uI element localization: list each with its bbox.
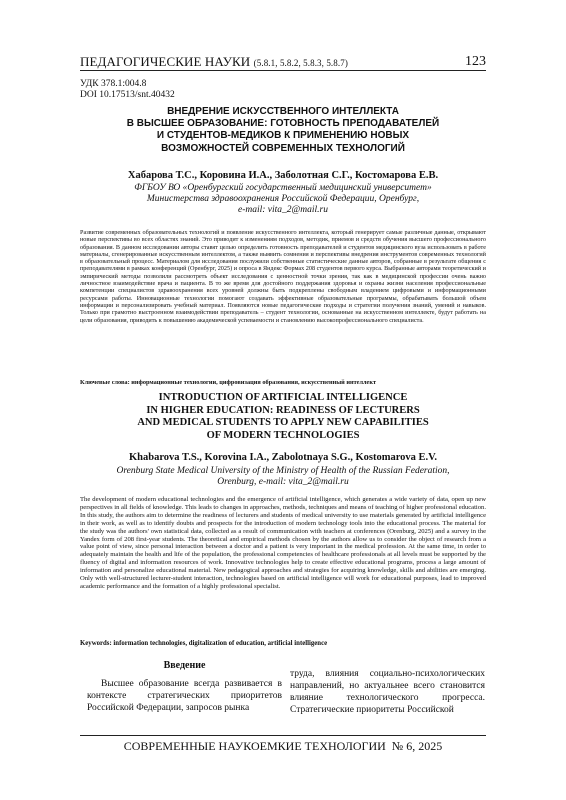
title-ru: [80, 106, 486, 155]
abstract-en: The development of modern educational technologies and the emergence of artificial intelligence, which generates a wide variety of data, open up new perspectives in all fields of knowledge. This leads to changes in approaches, methods, techniques and means of teaching of higher professional education. In this study, the authors aim to determine the readiness of lecturers and students of medical university to use materials generated by artificial intelligence in their work, as well as to identify doubts and prospects for the introduction of modern technology tools into the educational process. The material for the study was the authors' own statistical data, collected as a result of communication with teachers at conferences (Orenburg, 2025) and a survey in the Yandex form of 208 first-year students. The theoretical and empirical methods chosen by the authors allow us to consider the object of research from a value point of view, since personal interaction between a doctor and a patient is very important in the medical profession. At the same time, in order to adequately maintain the health and life of the population, the professional competencies of healthcare professionals at all levels must be supported by the fluency of digital and information resources of work. Innovative technologies help to create effective educational programs, process a large amount of information and personalize educational material. New pedagogical approaches and strategies for acquiring knowledge, skills and abilities are emerging. Only with well-structured lecturer-student interaction, technologies based on artificial intelligence will work for educational purposes, lead to improved academic performance and the formation of a highly professional specialist.: [80, 496, 486, 590]
affiliation-ru-line: ФГБОУ ВО «Оренбургский государственный медицинский университет»: [134, 183, 432, 193]
title-ru-line: И СТУДЕНТОВ-МЕДИКОВ К ПРИМЕНЕНИЮ НОВЫХ: [156, 130, 410, 142]
authors-en: Khabarova T.S., Korovina I.A., Zabolotnaya S.G., Kostomarova E.V.: [128, 452, 438, 463]
title-ru-line: В ВЫСШЕЕ ОБРАЗОВАНИЕ: ГОТОВНОСТЬ ПРЕПОДАВАТЕЛЕЙ: [126, 118, 440, 130]
affiliation-en: [80, 466, 486, 488]
title-en-line: AND MEDICAL STUDENTS TO APPLY NEW CAPABILITIES: [137, 417, 429, 428]
keywords-ru: Ключевые слова: информационные технологии, цифровизация образования, искусственный интеллект: [80, 379, 377, 386]
title-en-line: OF MODERN TECHNOLOGIES: [206, 429, 360, 441]
doi: DOI 10.17513/snt.40432: [80, 90, 175, 100]
title-ru-line: ВНЕДРЕНИЕ ИСКУССТВЕННОГО ИНТЕЛЛЕКТА: [167, 106, 399, 117]
journal-section-title: ПЕДАГОГИЧЕСКИЕ НАУКИ: [80, 54, 251, 69]
email-ru: e-mail: vita_2@mail.ru: [237, 205, 328, 215]
body-paragraph: труда, влияния социально-психологических направлений, но актуальнее всего становится влияние технологического прогресса. Стратегические приоритеты Российской: [290, 669, 485, 715]
affiliation-ru: [80, 183, 486, 216]
running-footer: [80, 735, 486, 754]
authors-ru: Хабарова Т.С., Коровина И.А., Заболотная С.Г., Костомарова Е.В.: [127, 170, 439, 181]
udc-code: УДК 378.1:004.8: [80, 79, 147, 89]
email-en: Orenburg, e-mail: vita_2@mail.ru: [217, 477, 349, 487]
title-en: [80, 392, 486, 442]
title-en-line: INTRODUCTION OF ARTIFICIAL INTELLIGENCE: [158, 392, 408, 403]
introduction-heading: Введение: [163, 660, 206, 671]
body-column-right: [290, 668, 485, 716]
body-column-left: [87, 660, 282, 714]
specialty-codes: (5.8.1, 5.8.2, 5.8.3, 5.8.7): [253, 58, 348, 68]
affiliation-ru-line: Министерства здравоохранения Российской Федерации, Оренбург,: [146, 194, 420, 204]
body-paragraph: Высшее образование всегда развивается в контексте стратегических приоритетов Российской Федерации, запросов рынка: [87, 679, 282, 713]
page-number: 123: [465, 54, 486, 69]
running-header: [80, 48, 486, 71]
article-meta: [80, 79, 175, 101]
keywords-en: Keywords: information technologies, digitalization of education, artificial intelligence: [80, 640, 328, 647]
title-en-line: IN HIGHER EDUCATION: READINESS OF LECTURERS: [146, 404, 420, 416]
title-ru-line: ВОЗМОЖНОСТЕЙ СОВРЕМЕННЫХ ТЕХНОЛОГИЙ: [161, 142, 405, 154]
affiliation-en-line: Orenburg State Medical University of the Ministry of Health of the Russian Federation,: [116, 466, 450, 476]
journal-name-issue: СОВРЕМЕННЫЕ НАУКОЕМКИЕ ТЕХНОЛОГИИ № 6, 2025: [123, 739, 443, 753]
abstract-ru: Развитие современных образовательных технологий и появление искусственного интеллекта, который генерирует самые различные данные, открывают новые перспективы во всех областях знаний. Это приводит к изменениям подходов, методик, приемов и средств обучения высшего профессионального образования. В данном исследовании авторы ставят целью определить готовность преподавателей и студентов медицинского вуза использовать в работе материалы, сгенерированные искусственным интеллектом, а также выявить сомнения и перспективы внедрения инструментов современных технологий в образовательный процесс. Материалом для исследования послужили собственные статистические данные авторов, собранные в результате общения с преподавателями в рамках конференций (Оренбург, 2025) и опроса в Яндекс Формах 208 студентов первого курса. Выбранные авторами теоретический и эмпирический методы позволили рассмотреть объект исследования с ценностной точки зрения, так как в медицинской профессии очень важно личностное взаимодействие врача и пациента. В то же время для достойного поддержания здоровья и охраны жизни населения профессиональные компетенции специалистов здравоохранения всех уровней должны быть подкреплены свободным владением цифровыми и информационными ресурсами работы. Инновационные технологии помогают создавать эффективные образовательные программы, обрабатывать большой объем информации и персонализировать учебный материал. Появляются новые педагогические подходы и стратегии получения знаний, умений и навыков. Только при грамотно выстроенном взаимодействии преподаватель – студент технологии, основанные на искусственном интеллекте, будут работать на цели образования, приводить к повышению академической успеваемости и становлению высокопрофессионального специалиста.: [80, 229, 486, 324]
